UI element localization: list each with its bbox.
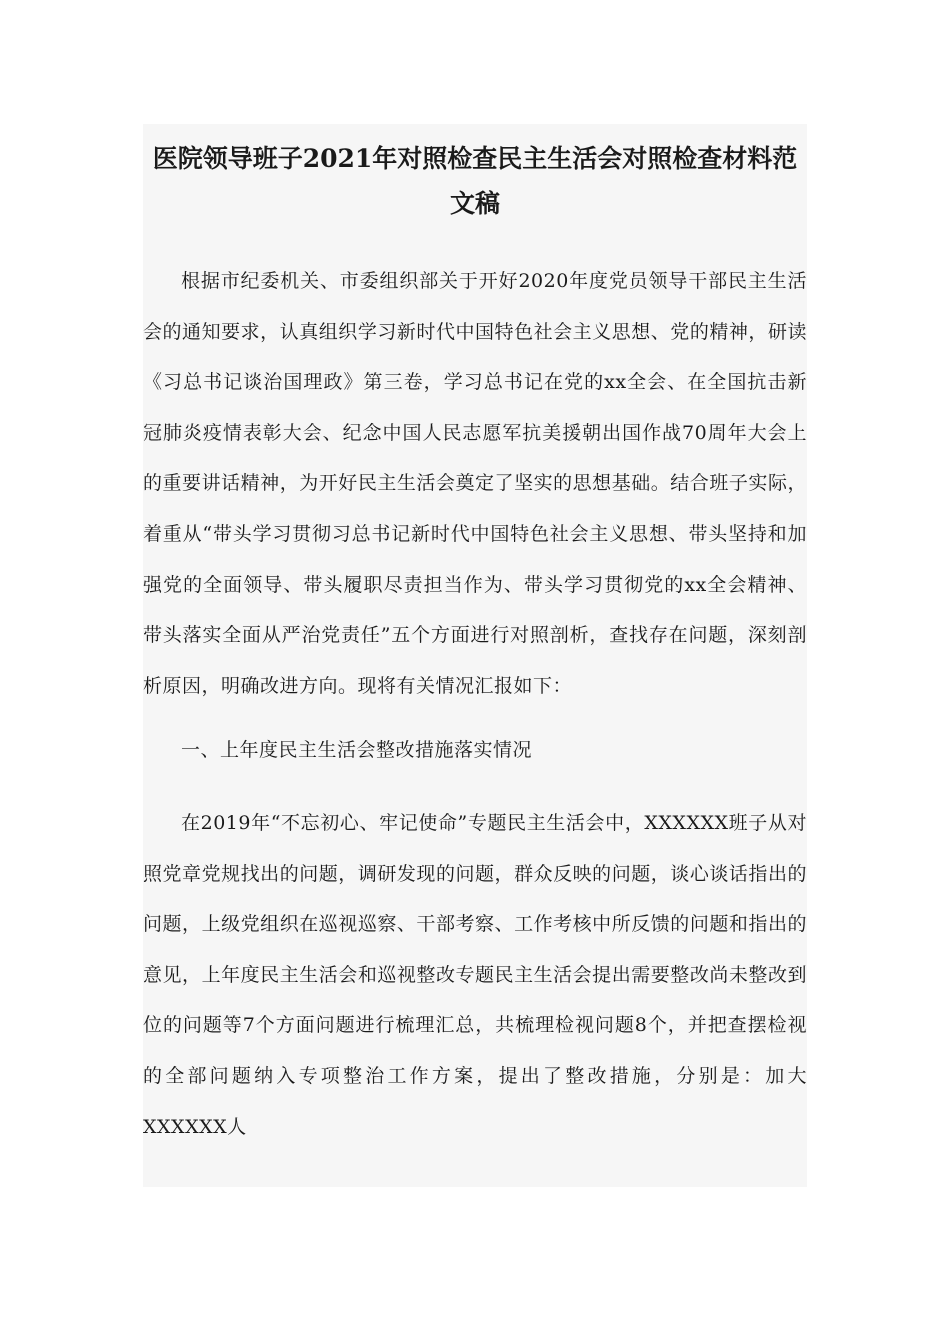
- document-title: 医院领导班子2021年对照检查民主生活会对照检查材料范文稿: [152, 144, 798, 218]
- intro-paragraph: 根据市纪委机关、市委组织部关于开好2020年度党员领导干部民主生活会的通知要求，认真组织学习新时代中国特色社会主义思想、党的精神，研读《习总书记谈治国理政》第三卷，学习总书记在党的xx全会、在全国抗击新冠肺炎疫情表彰大会、纪念中国人民志愿军抗美援朝出国作战70周年大会上的重要讲话精神，为开好民主生活会奠定了坚实的思想基础。结合班子实际，着重从“带头学习贯彻习总书记新时代中国特色社会主义思想、带头坚持和加强党的全面领导、带头履职尽责担当作为、带头学习贯彻党的xx全会精神、带头落实全面从严治党责任”五个方面进行对照剖析，查找存在问题，深刻剖析原因，明确改进方向。现将有关情况汇报如下：: [143, 270, 807, 697]
- section-paragraph: 在2019年“不忘初心、牢记使命”专题民主生活会中，XXXXXX班子从对照党章党规找出的问题，调研发现的问题，群众反映的问题，谈心谈话指出的问题，上级党组织在巡视巡察、干部考察、工作考核中所反馈的问题和指出的意见，上年度民主生活会和巡视整改专题民主生活会提出需要整改尚未整改到位的问题等7个方面问题进行梳理汇总，共梳理检视问题8个，并把查摆检视的全部问题纳入专项整治工作方案，提出了整改措施，分别是：加大XXXXXX人: [143, 811, 807, 1138]
- document-content: [143, 124, 807, 1187]
- section-heading: 一、上年度民主生活会整改措施落实情况: [181, 739, 533, 762]
